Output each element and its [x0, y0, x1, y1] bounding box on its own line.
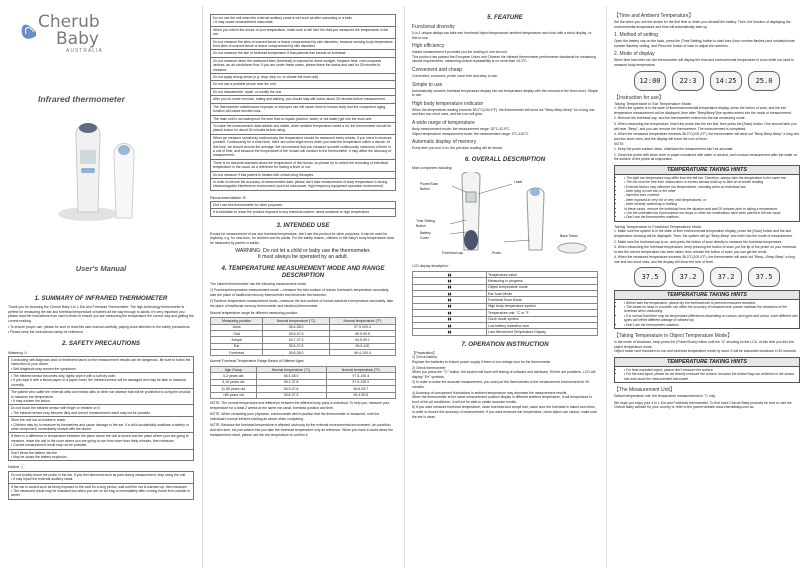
lcd-screen: 25.0: [748, 71, 780, 91]
column-1: [0, 0, 202, 574]
ear-step: 4. When the measured temperature exceeds 38.0°C(100.4°F), the thermometer will send out "Beep-Beep-Beep" a long one and two short ones, and the display will show the icon of fever.: [614, 132, 800, 141]
warning-row: The main unit is not waterproof. Be sure that no liquids (alcohol, water, or hot water) get into the main unit.: [210, 116, 396, 123]
preparation-step: 3) In order to make the accurate measurement, you must put the thermometer in the measurement environment for 30 minutes.: [412, 380, 590, 389]
object-paragraph: In the mode of shutdown, keep press the (Power/Scan) button until the "A" showing on the LCD, at this time you into the object temperature mode. Object mode can't transform to ear and forehead temperature mode by hand. It will be automatic shutdown in 30 seconds.: [614, 339, 797, 354]
product-title: Infrared thermometer: [38, 94, 125, 104]
feature-text: Convenient, economic, probe cover free and easy to use.: [412, 73, 498, 78]
hint-item: • • For fetal-insulated object, please don't measure the surface.: [624, 368, 799, 372]
hint-title: TEMPERATURE TAKING HINTS: [615, 291, 799, 300]
forehead-mode-steps: [614, 229, 800, 264]
warning-row: In order to ensure the accuracy of measurement data, please don't take measurement of body temperature in strong electromagnetic interference environment (such as microwave, high frequency equipment operation environment).: [210, 179, 396, 191]
notice-label: [8, 464, 194, 469]
feature-heading: Automatic display of memory: [412, 139, 477, 146]
table-cell: 97.9-100.4: [329, 324, 395, 330]
warning-row: Don't throw the battery into fire • May be cause the battery explosion.: [8, 450, 194, 462]
lcd-screen: 37.5: [748, 267, 780, 287]
thermometer-diagram-image: [412, 172, 598, 260]
mode-intro: The Infrared thermometer has the following measurement mode:: [210, 281, 307, 286]
lcd-symbol-icon: ▮▮: [413, 303, 487, 309]
lcd-screen: 37.2: [710, 267, 742, 287]
feature-heading: Convenient and cheap: [412, 66, 463, 73]
table-cell: 96.4-100.4: [329, 350, 395, 356]
notice-table: [8, 471, 194, 500]
age-range-table: [210, 366, 396, 399]
table-cell: >65 years old: [211, 392, 257, 398]
warning-row: Do not measure when the measured sites (forehead) is exposed to direct sunlight, fireplace heat, cold compress devices, an air conditioner flow. If you are under these cases, please leave the status and wait for 30 minutes to measure.: [210, 58, 396, 74]
table-cell: 36.4-38.0: [256, 373, 326, 379]
table-cell: 94.5-99.1: [329, 337, 395, 343]
recommendation-row: It is forbidden to leave the product exposed to any chemical solvent, direct sunshine or high temperature.: [210, 209, 396, 216]
preparation-step: 1) Check battery. Replace the batteries to ensure power supply if there is low voltage icon for the thermometer.: [412, 355, 552, 364]
feature-text: When the temperature reading exceeds 38.0°C(100.4°F), the thermometer will send out "Beep-Beep-Beep" for a long one and then two short ones, and the icon will glow.: [412, 107, 595, 117]
warning-row: When we measure somebody continuously, the temperature should be measured every minute, if you need to measure yourself. Continuously for a short time, there are some slight errors when you read the temperature within a minute. At this time, we should choose the average. We recommend that you measure yourself continuously maximum of three in a unit of time, and because the temperature of the human will conduct to the thermometer, it may affect the accuracy of measurement.: [210, 135, 396, 160]
feature-list: [412, 24, 598, 151]
intended-use-paragraph: Except for measurement of ear and forehead temperature, don't use this product for other purposes. It can be used for anybody, e.g. for new-born, for children and for adults. For the safety reason, children or the baby's body temperature must be measured by parent or adults.: [210, 231, 394, 245]
thanks-paragraph: We hope you enjoy your 4 in 1 Ear and Forehead thermometer. To find more Cherub Baby products be sure to visit the Cherub Baby website for your country or refer to the parent website www.cherubbaby.com.au: [614, 400, 792, 410]
table-cell: Oral: [211, 330, 263, 336]
hint-box-object: [614, 357, 800, 383]
section-4-title: 4. TEMPERATURE MEASUREMENT MODE AND RANGE DESCRIPTION: [221, 264, 385, 279]
lcd-screen: 22:3: [672, 71, 704, 91]
forehead-step: 2. Make sure the forehead cap is on, and press the button of scan directly to measure the forehead temperature.: [614, 239, 783, 244]
section-1-title: 1. SUMMARY OF INFRARED THERMOMETER: [34, 295, 168, 302]
feature-heading: High efficiency: [412, 43, 445, 50]
main-component-caption: Main component including:: [412, 165, 453, 170]
lcd-symbol-icon: ▮▮: [413, 284, 487, 290]
warning-row: Do not use the unit when the external auditory canal is wet such as after swimming or a bath. • It may cause measurement inaccurate.: [210, 14, 396, 27]
section-3-title: 3. INTENDED USE: [276, 221, 330, 229]
hint-item: • • The right ear temperature may differ from the left ear. Therefore, always take the temperature in the same ear.: [624, 176, 799, 180]
table-cell: 0-2 years old: [211, 373, 257, 379]
table-cell: 35.8-38.0: [263, 350, 330, 356]
lcd-symbol-icon: ▮▮: [413, 271, 487, 277]
warning-row: Do not apply strong shock (e.g. drop, step on, or vibrate the main unit).: [210, 74, 396, 81]
table-cell: 95.9-99.5: [329, 330, 395, 336]
feature-heading: Functional diversity: [412, 24, 455, 30]
feature-heading: Simple to use: [412, 81, 443, 88]
warning-row: When you inform the doctor of your temperature, make sure to tell him/ her that you measured the temperature in the ear.: [210, 27, 396, 39]
forehead-mode-title: Taking Temperature in Forehead Temperature Mode: [614, 224, 702, 229]
warning-row: After you do some exercise, eating and bathing, you should stay still indoor about 30 minutes before measurement.: [210, 96, 396, 103]
instruction-heading: 【Instruction for use】: [614, 94, 664, 101]
warning-line-2: It must always be operated by an adult.: [257, 253, 349, 260]
warning-row: Do not disassemble, repair, or modify the unit.: [210, 89, 396, 96]
table-cell: 35.5-37.8: [263, 343, 330, 349]
hint-item: • • Don't use the thermometer outdoors.: [624, 215, 799, 219]
notice-text: Notice: [8, 464, 20, 470]
warning-row: The thermometer maintenance improper or improper use will cause harm to human body and the component aging function will cause function loss.: [210, 104, 396, 116]
brand-logo: [8, 10, 194, 58]
brand-line1: Cherub: [38, 12, 100, 32]
lcd-caption: LCD display description:: [412, 264, 449, 269]
column-4: [606, 0, 808, 574]
table-cell: 96.4-99.5: [326, 392, 395, 398]
time-paragraph: Set the when you use the device for the first time or when you reinstall the battery. Then, the function of displaying the environmental temperature and time will automatically start up.: [614, 20, 791, 29]
label-forehead-cap: Forehead cap: [442, 251, 463, 256]
note-item: 1. Keep the probe surface clean, otherwise the measurement can't be accurate.: [614, 146, 734, 151]
lcd-screen: 12:00: [634, 71, 666, 91]
column-2: [202, 0, 404, 574]
feature-text: 5-in-1 unique design can take ear/ forehead/ object temperature/ ambient temperature and clock with a clock display, i.e. five-in-one.: [412, 31, 593, 40]
table2-caption: Normal Forehead Temperature Range Based of Different Ages: [210, 359, 304, 364]
summary-paragraph: Thank you for choosing the Cherub Baby 4 in 1 Ear and Forehead Thermometer. The high technology thermometer is perfect for measuring the ear and forehead temperature of babies all the way through to adults. It's very important you please read the instructions from start to finish to ensure you are measuring the temperature the correct way and getting the correct reading.: [8, 305, 194, 323]
lcd-description: Temperature value: [487, 271, 598, 277]
lcd-symbol-icon: ▮▮: [413, 310, 487, 316]
warning-row: Conducting self-diagnosis and/ or treatment based on the measurement results can be dangerous. Be sure to follow the instruction of your doctor. • Self-diagnosis may worsen the symptoms.: [8, 356, 194, 373]
feature-heading: High body temperature indicator: [412, 100, 484, 107]
lcd-symbol-icon: ▮▮: [413, 297, 487, 303]
note-list: [614, 147, 800, 162]
summary-bullet: • Please keep the instructions handy for reference.: [8, 329, 84, 334]
section-2-title: 2. SAFETY PRECAUTIONS: [62, 339, 140, 347]
preparation-step: 5) If you want measure forehead temperature, clean forehead and armpit hair, make sure the forehead is naked and clean, in order to ensure the accuracy of measurement. If you want measure ear temperature, clean object use cannot, make sure the ear is clean.: [412, 405, 597, 419]
display-heading: 2. Mode of display: [614, 51, 655, 58]
table-cell: 35.5-37.5: [263, 330, 330, 336]
feature-text: Body measurement mode: the measurement range: 32°C-42.9°C. Object temperature measurement mode: the measurement range: 0°C-100°C.: [412, 126, 530, 136]
ear-step: 2. Remove the forehead cap, and the thermometer enters into the ear measuring mode.: [614, 116, 746, 121]
table-cell: 36.6-38.0: [263, 324, 330, 330]
warning-row: Do not touch the infrared sensor with finger or breathe on it. • The infrared sensor may become dirty and correct measurement result may not be possible.: [8, 405, 194, 417]
recommendation-row: Don't use this thermometer for other purposes.: [210, 201, 396, 209]
warning-icon: ⚠: [23, 349, 28, 355]
lcd-forehead-displays: [614, 267, 800, 287]
hint-item: • • External factors may influence ear temperatures, including when an individual has:: [624, 185, 799, 189]
hint-box-forehead: [614, 290, 800, 329]
warning-row: The patient who suffer the external otitis and media otitis or other ear disease that will be prohibited to using the product to measure ear temperature. • It may worsen the lesion.: [8, 389, 194, 405]
brand-sub: AUSTRALIA: [66, 48, 103, 54]
hint-box-ear: [614, 165, 800, 222]
lcd-screen: 14:25: [710, 71, 742, 91]
hint-item: • - been exposed to very hot or very cold temperatures, or: [624, 198, 799, 202]
table-cell: 35.9-37.6: [256, 386, 326, 392]
lcd-symbol-icon: ▮▮: [413, 323, 487, 329]
hint-item: • • It is normal that there may be temperature differences depending on various skin types and colour, since different skin types will reflect different wattage of infrared ray.: [624, 314, 799, 323]
table-header: Measuring position: [211, 318, 263, 324]
table-cell: 97.5-100.4: [326, 373, 395, 379]
warning-table: [8, 356, 194, 462]
lcd-time-displays: [614, 71, 800, 91]
display-paragraph: When time has been set, the thermometer will display the time and environmental temperature in turns while not used to measure body temperature.: [614, 58, 794, 67]
lcd-description: Temperature unit: °C or °F: [487, 310, 598, 316]
label-label: Label: [514, 180, 523, 185]
warning-row: There is no absolute standard about the temperature of the human, so please try to collect the recording of individual temperature in the usual, as a reference for having a fever or not.: [210, 160, 396, 172]
lcd-description: Measuring in progress: [487, 278, 598, 284]
lcd-description: Forehead Scan Mode: [487, 297, 598, 303]
label-time-setting: Time Setting Button: [416, 219, 435, 228]
ear-mode-title: Taking Temperature in Ear Temperature Mode: [614, 101, 692, 106]
table1-caption: Normal temperature range for different measuring position:: [210, 310, 299, 315]
table-header: Normal temperature (°C): [263, 318, 330, 324]
preparation-step: 2) Check thermometer When you press the "Ⓞ" button, the system will have self testing of software and hardware. If there are problems, LCD will display "Err" symbols.: [412, 365, 596, 379]
method-heading: 1. Method of setting: [614, 32, 658, 39]
hint-title: TEMPERATURE TAKING HINTS: [615, 166, 799, 175]
mode-eardrum: 2) Eardrum temperature measurement mode—measure the skin surface of human eardrum's temperature accurately, take the place of traditional mercury thermometer and electrical thermometer.: [210, 299, 394, 308]
warning-text: Warning: [8, 349, 23, 355]
notice-row: If the ear is cooled such as being exposed to the cold for a long period, wait until the ear is warmed up, then measure. • The measured result may be indicated low when you are on ice bag or immediately after coming home from outside in winter.: [8, 484, 194, 500]
section-5-title: 5. FEATURE: [487, 14, 523, 21]
table-header: Normal temperature (°F): [329, 318, 395, 324]
table-cell: Armpit: [211, 337, 263, 343]
lcd-row: [413, 329, 598, 335]
manual-title: User's Manual: [75, 264, 127, 273]
forehead-step: 3. When measuring the forehead temperature, keep pressing the button of scan, put the tip of the probe on your forehead, to see the correct temperature has been taken, then release the button of scan; you can get the result.: [614, 245, 797, 254]
table-cell: 34.7-37.3: [263, 337, 330, 343]
lcd-symbol-icon: ▮▮: [413, 291, 487, 297]
feature-heading: A wide range of temperature: [412, 119, 475, 126]
lcd-description: Clock mode symbol: [487, 316, 598, 322]
note-item: 2. Clean the probe with clean cloth or paper moistened with water or alcohol, and conduct measurement after the water on the surface of the probe all evaporates.: [614, 152, 798, 162]
table-cell: Anus: [211, 324, 263, 330]
hint-item: • In these cases, remove the individual from the situation and wait 30 minutes prior to taking a temperature.: [624, 207, 799, 211]
summary-bullet: • To ensure proper use, please be sure to read this user manual carefully, paying close attention to the safety precautions.: [8, 325, 191, 330]
prohibited-icon: ⊘: [242, 194, 246, 200]
hint-item: • • Before take the temperature, please dry the forehead hair to prevent measured deviation.: [624, 301, 799, 305]
table-header: Age Group: [211, 367, 257, 373]
lcd-screen: 37.5: [634, 267, 666, 287]
table-cell: 36.1-37.8: [256, 379, 326, 385]
unit-paragraph: Default temperature unit: the temperature measurements in °C only.: [614, 393, 716, 398]
object-heading: 【Taking Temperature in Object Temperature Mode】: [614, 332, 733, 339]
component-diagram: [412, 172, 598, 260]
ear-step: 3. When measuring ear temperature, insert the probe into the ear first, then press the [Scan] button. One second later you will hear "Beep", and you can remove the thermometer. The measurement is completed.: [614, 121, 797, 131]
lcd-description: Object temperature mode: [487, 284, 598, 290]
note-2: NOTE: When consulting your physician, communicate which position that the thermometer is measured, note the individual's normal infrared reading as above when comparing.: [210, 412, 380, 421]
hint-item: • • Use the untreated ear if prescription ear drops or other ear medications have been placed in the ear canal.: [624, 211, 799, 215]
hint-item: • • Don't use the thermometer outdoors.: [624, 323, 799, 327]
ear-step: 1. When the system is in the state of time/environmental temperature display, press the button of scan, and the ear temperature measurement will be displayed, then after "Beep/Beep"(the system enters into the mode of measurement.: [614, 106, 792, 115]
section-6-title: 6. OVERALL DESCRIPTION: [464, 155, 546, 163]
table-header: Normal temperature (°F): [326, 367, 395, 373]
recommendation-table: [210, 201, 396, 217]
notice-row: Do not forcibly insert the probe in the ear. If you feel abnormal such as pain during measurement, stop using the unit. • It may injure the external auditory canal.: [8, 471, 194, 484]
lcd-description: Low battery indication icon: [487, 323, 598, 329]
hint-item: • • For the hard liquid, please do not directly measure the surface, because the bottom flag can collection in the sensor into and cause the measurement inaccurate.: [624, 372, 799, 381]
lcd-screen: 37.2: [672, 267, 704, 287]
note-3: NOTE: Because the forehead temperature is affected obviously by the external environmental environment, air-condition and skin tone, etc).we advice that you take the forehead temperature only as reference. When you have a doubt about the measurement result, please use the ear temperature to confirm it.: [210, 423, 394, 437]
warning-row: Store the unit out of children's reach. • Children may try to measure by themselves and cause damage to the ear. If a child accidentally swallows a battery or other component, immediately consult with the doctor.: [8, 417, 194, 433]
time-heading: 【Time and Ambient Temperature】: [614, 13, 694, 19]
hint-item: • - had their ears covered: [624, 193, 799, 197]
thermometer-product-image: [28, 114, 188, 234]
lcd-description-table: [412, 271, 598, 336]
warning-row: • The infrared sensor becomes dirty, lightly wipe it with a soft dry cloth. • If you wipe it with a tissue paper or a paper towel, the infrared sensor will be damaged and may be able to measure correctly.: [8, 373, 194, 389]
lcd-symbol-icon: ▮▮: [413, 329, 487, 335]
label-power-scan: Power/Scan Button: [420, 182, 439, 191]
lcd-symbol-icon: ▮▮: [413, 278, 487, 284]
table-row: [211, 350, 396, 356]
label-battery-cover: Battery Cover: [420, 231, 431, 240]
section-7-title: 7. OPERATION INSTRUCTION: [461, 340, 549, 348]
hint-item: • - been lying on one ear or the other: [624, 189, 799, 193]
recommendation-text: Recommendation: [210, 194, 242, 200]
warning-continued-table: [210, 14, 396, 191]
table-cell: Ear: [211, 343, 263, 349]
warning-row: If there is a difference in temperature between the place where the unit is stored and the place where your are going to measure, leave the unit in the room where you are going to use form more than thirty minutes, then measure. • Correct measurement result may not be possible.: [8, 433, 194, 449]
feature-text: Every time you turn it on, the previous reading will be shown.: [412, 146, 504, 151]
warning-line-1: WARNING: Do not let a child or baby use the thermometer.: [235, 247, 371, 254]
recommendation-label: [210, 195, 396, 200]
hint-item: • - been recently swimming or bathing: [624, 202, 799, 206]
position-range-table: [210, 317, 396, 356]
mode-forehead: 1) Forehead temperature measurement mode —measure the skin surface of human forehead's temperature accurately, take the place of traditional mercury thermometer and electronic thermometer.: [210, 288, 390, 297]
note-label: NOTE:: [614, 142, 625, 147]
preparation-step: 4) Accuracy of unexpected fluctuations in ambient temperature may decrease the measurement results. When the thermometer at the same measurement position display in different ambient temperature, it will temperature in front of the air conditioner, it will not be able to obtain accurate results.: [412, 390, 593, 404]
feature-text: Instant measurement it provides you the reading in one second. This product has passed the European Union and Chinese the Infrared thermometer performance standards for measuring clinical requirements, measuring clinical repeatability is no more than ±0.3°C.: [412, 50, 596, 64]
lcd-description: Ear Scan Mode: [487, 291, 598, 297]
table-cell: 96.6-99.7: [326, 386, 395, 392]
table-header: Normal temperature (°C): [256, 367, 326, 373]
ear-mode-steps: [614, 106, 800, 141]
table-cell: 95.9-100: [329, 343, 395, 349]
forehead-step: 4. When the measured temperature exceeds 38.0°C(100.4°F), the thermometer will send out "Beep—Beep-Beep" a long one and two short ones, and the display will show the icon of fever.: [614, 255, 795, 264]
table-cell: Forehead: [211, 350, 263, 356]
hint-title: TEMPERATURE TAKING HINTS: [615, 358, 799, 367]
table-cell: 11-65 years old: [211, 386, 257, 392]
hint-item: • • The ear must be free from obstructions or excess earwax build-up to take an accurate reading.: [624, 180, 799, 184]
lcd-description: Last Memorized Temperature Display: [487, 329, 598, 335]
hint-item: • • The sweat on head or cosmetic can affect the accuracy of measurement, please maintain the cleanness of the forehead when measuring.: [624, 305, 799, 314]
table-cell: 35.8-37.5: [256, 392, 326, 398]
notice-icon: ⓘ: [20, 464, 25, 470]
label-probe: Probe: [492, 251, 502, 256]
warning-row: Do not measure the site of forehead temperature if that patients has trauma on forehead.: [210, 50, 396, 57]
preparation-heading: 【Preparation】: [412, 350, 437, 355]
lcd-symbol-icon: ▮▮: [413, 316, 487, 322]
brand-line2: Baby: [56, 29, 99, 49]
unit-heading: 【The Measurement Unit】: [614, 386, 675, 393]
method-paragraph: Open the battery cap on the back, press the (Time Setting) button to start hour (hour number flashes) and minute(minute number flashes) setting, and Press the button of scan to adjust the numbers.: [614, 39, 795, 48]
forehead-step: 1. Make sure the system is in the state of time environmental temperature display, press the [Scan] button and the last temperature showing will be displayed. Then, the system will go "Beep-Beep" and enter into the mode of measurement.: [614, 229, 793, 238]
warning-row: To make the measurement data reliable and stable, when ambient temperature varies a lot, the thermometer should be placed indoor for about 30 minutes before using.: [210, 123, 396, 135]
warning-row: Do not measure the sites of scarred tissue or tissue compromised by skin disorders, because sensing body temperature from sites of scarred tissue or tissue compromised by skin disorders.: [210, 39, 396, 51]
table-cell: 3-10 years old: [211, 379, 257, 385]
note-1: NOTE: The normal temperature and difference between the different body parts is individual. To help you, measure your temperature for a least 2 weeks at the same ear canal, forehead position and time.: [210, 401, 390, 410]
column-3: [404, 0, 606, 574]
warning-row: Do not measure if that patient is treated with certain drug therapies.: [210, 172, 396, 179]
table-row: [211, 392, 396, 398]
preparation-steps: [412, 355, 598, 419]
label-base-stand: Base Stand: [560, 234, 578, 239]
feature-text: Automatically converts forehead temperature display into ear temperature display with the removal of the front cover. Simple to use: [412, 88, 599, 98]
lcd-description: High body temperature symbol: [487, 303, 598, 309]
warning-row: Do not use a portable phone near the unit.: [210, 81, 396, 88]
warning-label: [8, 350, 194, 355]
table-cell: 97.0-100.0: [326, 379, 395, 385]
